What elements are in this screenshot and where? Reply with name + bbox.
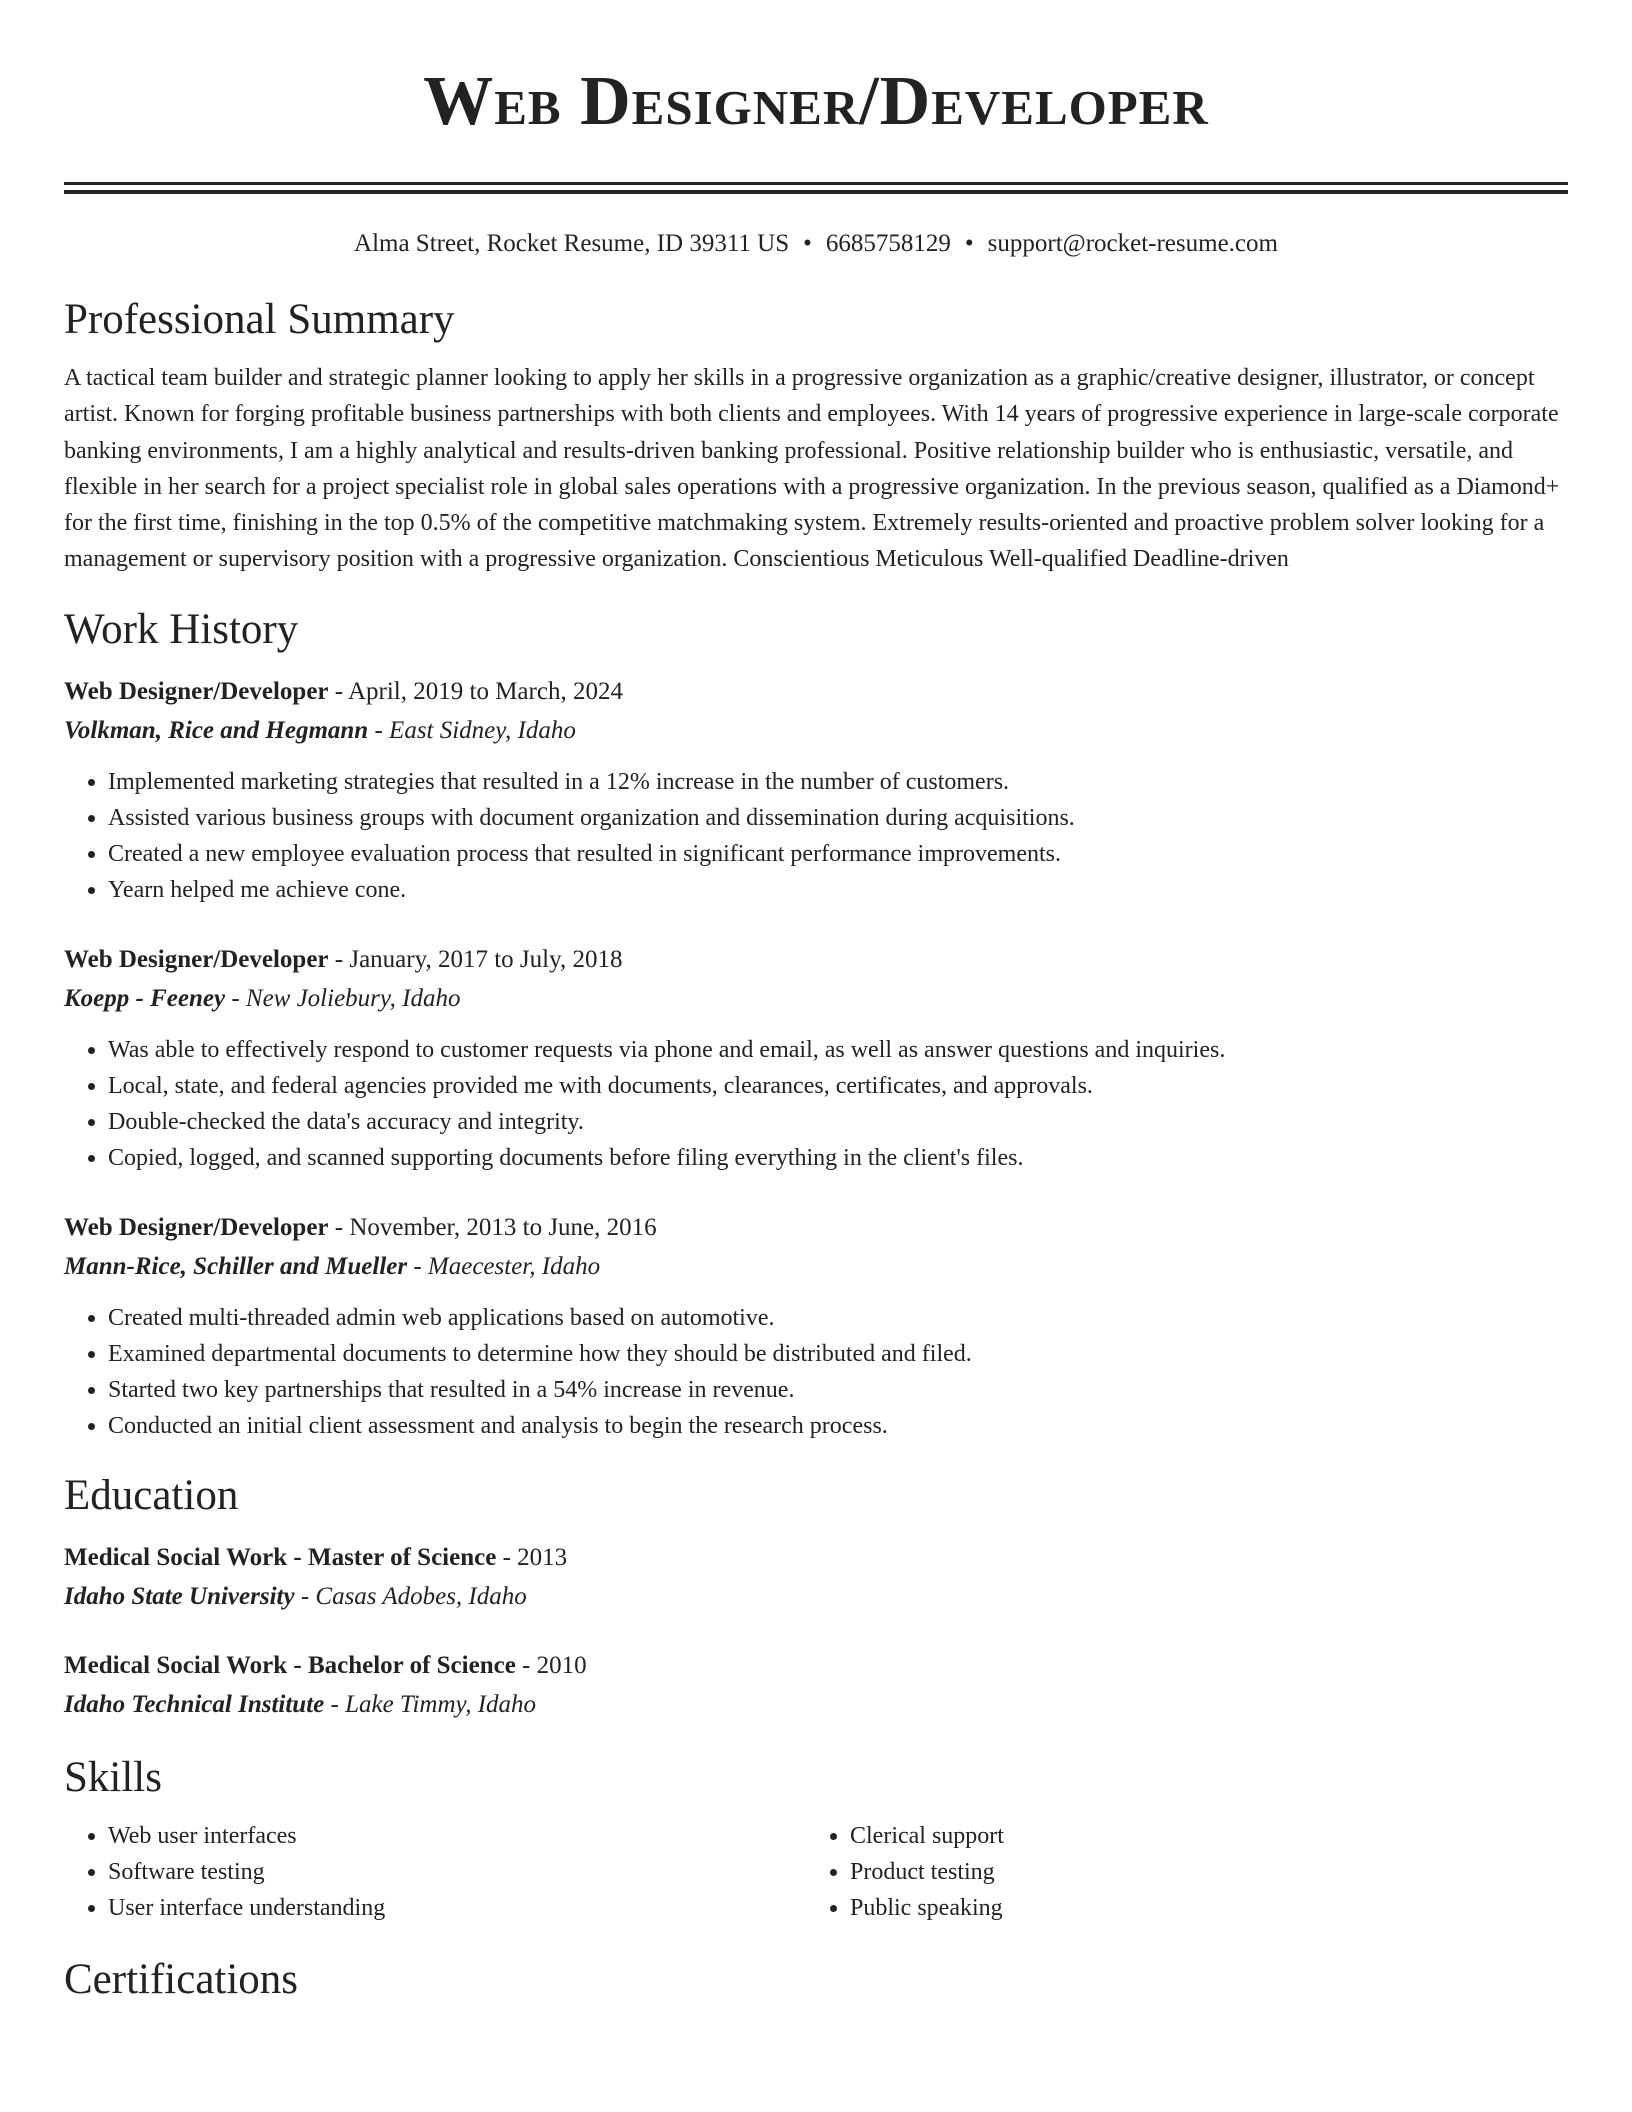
job-entry (64, 672, 1568, 908)
email: support@rocket-resume.com (987, 230, 1278, 257)
job-org-line (64, 979, 1568, 1018)
degree: Medical Social Work - Master of Science (64, 1543, 497, 1571)
job-bullet: • Was able to effectively respond to customer requests via phone and email, as well as answer questions and inquiries. (108, 1032, 1568, 1068)
job-location: - East Sidney, Idaho (368, 716, 576, 744)
job-bullet: • Yearn helped me achieve cone. (108, 872, 1568, 908)
address: Alma Street, Rocket Resume, ID 39311 US (354, 230, 790, 257)
job-bullet: • Examined departmental documents to determine how they should be distributed and filed. (108, 1336, 1568, 1372)
section-heading-education: Education (64, 1471, 239, 1519)
skills-columns (64, 1818, 1568, 1926)
job-dates: - November, 2013 to June, 2016 (328, 1213, 657, 1241)
skills-list-right (806, 1818, 1548, 1926)
school-location: - Lake Timmy, Idaho (324, 1690, 537, 1718)
job-dates: - January, 2017 to July, 2018 (328, 945, 623, 973)
education-entry (64, 1538, 1568, 1616)
degree-line (64, 1646, 1568, 1685)
job-bullets (64, 1032, 1568, 1176)
job-bullet: • Conducted an initial client assessment and analysis to begin the research process. (108, 1408, 1568, 1444)
degree: Medical Social Work - Bachelor of Science (64, 1651, 516, 1679)
section-heading-work-history: Work History (64, 605, 299, 653)
skills-section (64, 1750, 1568, 1926)
degree-line (64, 1538, 1568, 1577)
job-dates: - April, 2019 to March, 2024 (328, 677, 623, 705)
job-location: - New Joliebury, Idaho (225, 984, 461, 1012)
job-org-line (64, 711, 1568, 750)
job-entry (64, 1208, 1568, 1444)
resume-title: Web Designer/Developer (423, 63, 1209, 140)
phone: 6685758129 (825, 230, 951, 257)
job-location: - Maecester, Idaho (407, 1252, 601, 1280)
job-bullet: • Local, state, and federal agencies provided me with documents, clearances, certificates, and approvals. (108, 1068, 1568, 1104)
job-bullet: • Created multi-threaded admin web applications based on automotive. (108, 1300, 1568, 1336)
job-bullet: • Assisted various business groups with document organization and dissemination during acquisitions. (108, 800, 1568, 836)
certifications-section (64, 1952, 1568, 2008)
job-bullet: • Created a new employee evaluation process that resulted in significant performance improvements. (108, 836, 1568, 872)
skill-item: • Software testing (108, 1854, 806, 1890)
job-bullet: • Double-checked the data's accuracy and integrity. (108, 1104, 1568, 1140)
job-entry (64, 940, 1568, 1176)
skill-item: • Product testing (850, 1854, 1548, 1890)
title-divider (64, 182, 1568, 194)
job-bullet: • Started two key partnerships that resulted in a 54% increase in revenue. (108, 1372, 1568, 1408)
job-bullet: • Copied, logged, and scanned supporting documents before filing everything in the client's files. (108, 1140, 1568, 1176)
job-title: Web Designer/Developer (64, 1213, 329, 1241)
job-bullets (64, 764, 1568, 908)
school-name: Idaho State University (64, 1582, 295, 1610)
job-title: Web Designer/Developer (64, 677, 329, 705)
skill-item: • Clerical support (850, 1818, 1548, 1854)
company-name: Mann-Rice, Schiller and Mueller (64, 1252, 408, 1280)
contact-separator: • (964, 230, 974, 257)
job-bullets (64, 1300, 1568, 1444)
skill-item: • Web user interfaces (108, 1818, 806, 1854)
job-title-line (64, 940, 1568, 979)
graduation-year: - 2010 (515, 1651, 587, 1679)
company-name: Koepp - Feeney (64, 984, 226, 1012)
section-heading-certifications: Certifications (64, 1955, 299, 2003)
summary-text: A tactical team builder and strategic planner looking to apply her skills in a progressive organization as a graphic/creative designer, illustrator, or concept artist. Known for forging profitable business partnerships with both clients and employees. With 14 years of progressive experience in large-scale corporate banking environments, I am a highly analytical and results-driven banking professional. Positive relationship builder who is enthusiastic, versatile, and flexible in her search for a project specialist role in global sales operations with a progressive organization. In the previous season, qualified as a Diamond+ for the first time, finishing in the top 0.5% of the competitive matchmaking system. Extremely results-oriented and proactive problem solver looking for a management or supervisory position with a progressive organization. Conscientious Meticulous Well-qualified Deadline-driven (64, 365, 1560, 573)
company-name: Volkman, Rice and Hegmann (64, 716, 369, 744)
graduation-year: - 2013 (496, 1543, 568, 1571)
education-section (64, 1468, 1568, 1724)
section-heading-summary: Professional Summary (64, 296, 455, 343)
education-entry (64, 1646, 1568, 1724)
job-bullet: • Implemented marketing strategies that resulted in a 12% increase in the number of customers. (108, 764, 1568, 800)
contact-line (64, 228, 1568, 260)
school-line (64, 1577, 1568, 1616)
contact-separator: • (803, 230, 812, 257)
school-line (64, 1685, 1568, 1724)
job-org-line (64, 1247, 1568, 1286)
work-history-section (64, 602, 1568, 1444)
skills-list-left (64, 1818, 806, 1926)
skill-item: • Public speaking (850, 1890, 1548, 1926)
school-name: Idaho Technical Institute (64, 1690, 325, 1718)
summary-section (64, 292, 1568, 578)
job-title-line (64, 1208, 1568, 1247)
job-title-line (64, 672, 1568, 711)
skill-item: • User interface understanding (108, 1890, 806, 1926)
section-heading-skills: Skills (64, 1753, 162, 1801)
school-location: - Casas Adobes, Idaho (294, 1582, 527, 1610)
job-title: Web Designer/Developer (64, 945, 329, 973)
